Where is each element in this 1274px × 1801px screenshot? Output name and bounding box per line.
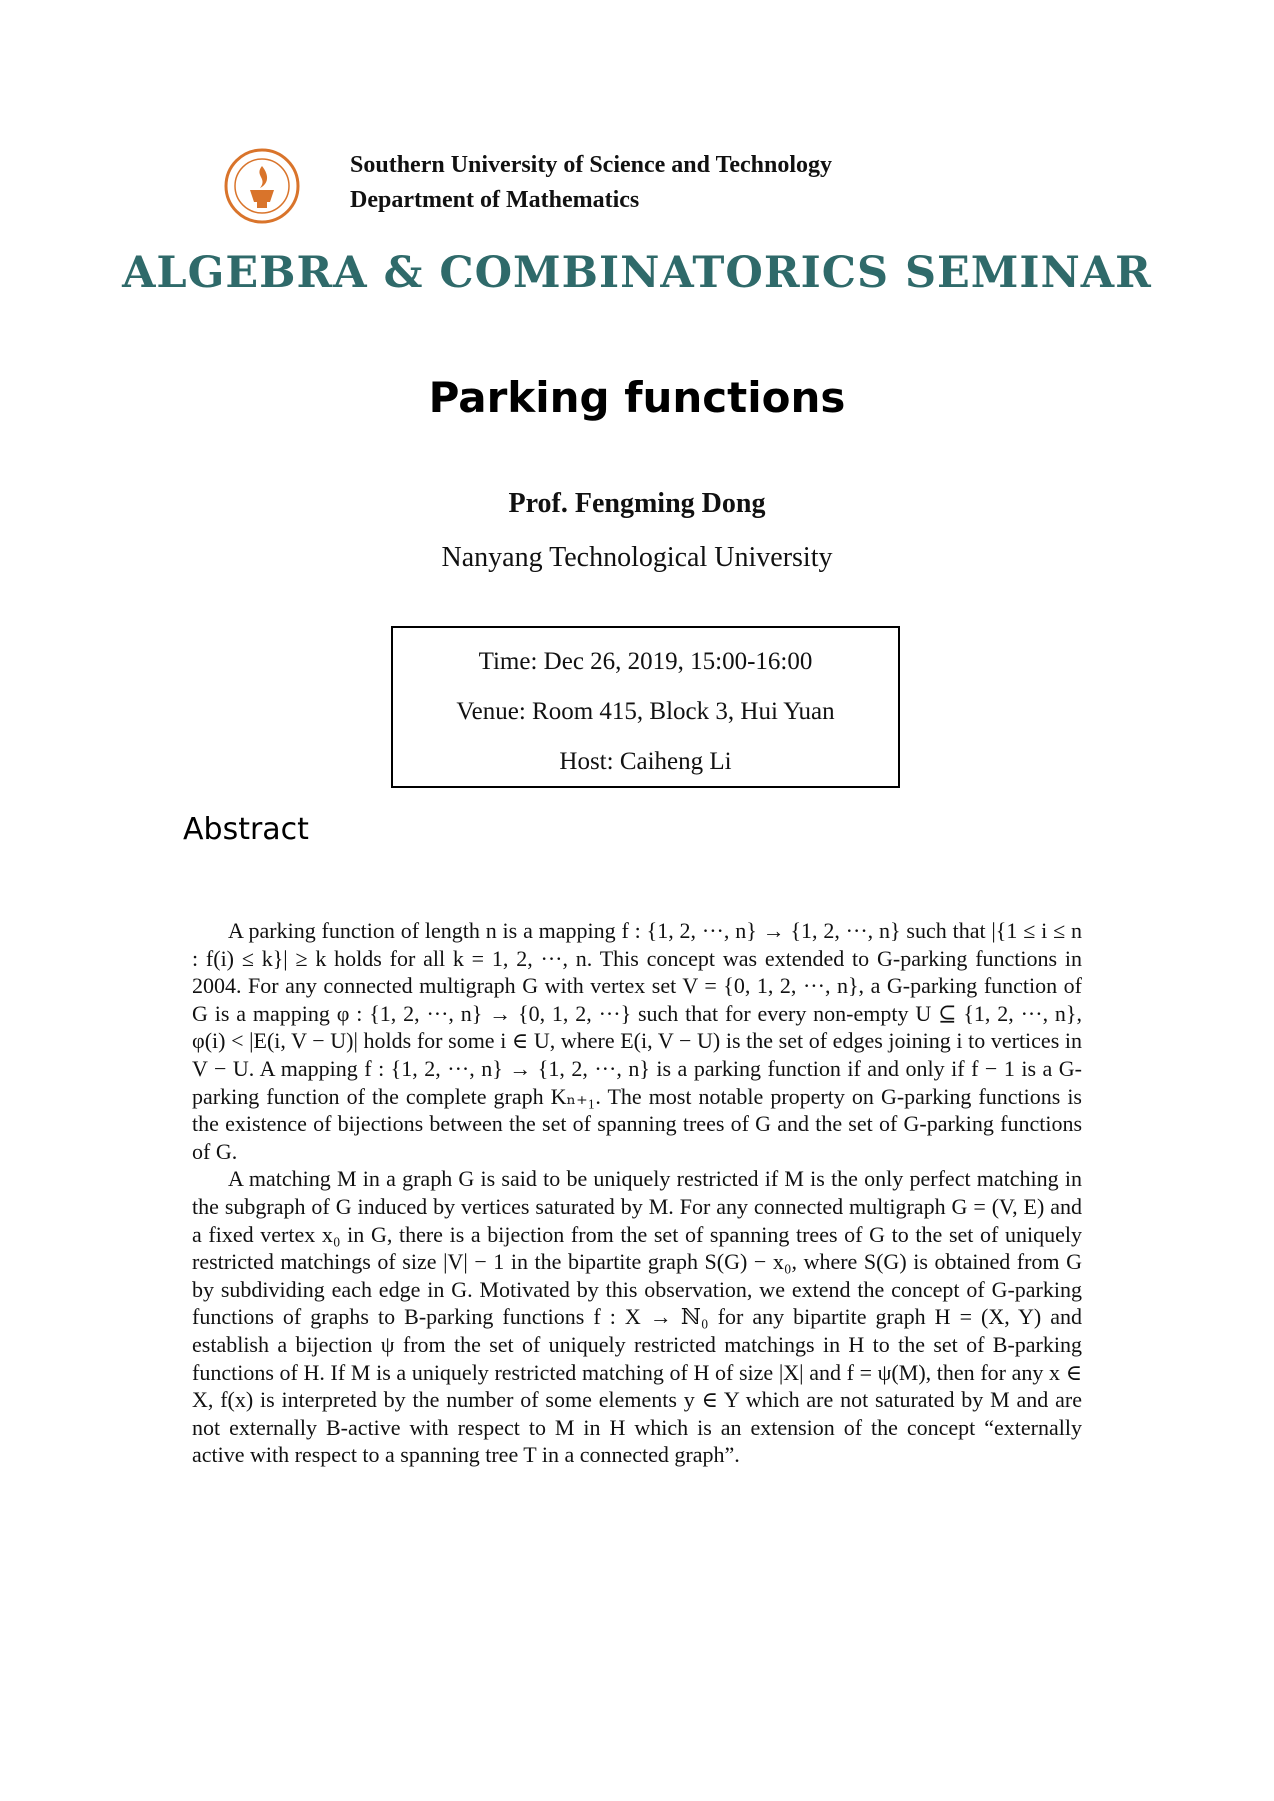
university-name: Southern University of Science and Technology (350, 152, 833, 178)
department-name: Department of Mathematics (350, 187, 640, 213)
abstract-paragraph-2: A matching M in a graph G is said to be uniquely restricted if M is the only perfect matching in the subgraph of G induced by vertices saturated by M. For any connected multigraph G = (V, E) and a fixed vertex x₀ in G, there is a bijection from the set of spanning trees of G to the set of uniquely restricted matchings of size |V| − 1 in the bipartite graph S(G) − x₀, where S(G) is obtained from G by subdividing each edge in G. Motivated by this observation, we extend the concept of G-parking functions of graphs to B-parking functions f : X → ℕ₀ for any bipartite graph H = (X, Y) and establish a bijection ψ from the set of uniquely restricted matchings in H to the set of B-parking functions of H. If M is a uniquely restricted matching of H of size |X| and f = ψ(M), then for any x ∈ X, f(x) is interpreted by the number of some elements y ∈ Y which are not saturated by M and are not externally B-active with respect to M in H which is an extension of the concept “externally active with respect to a spanning tree T in a connected graph”. (192, 1166, 1082, 1468)
info-box (391, 626, 900, 788)
host-line: Host: Caiheng Li (559, 748, 732, 775)
speaker-affiliation: Nanyang Technological University (441, 542, 833, 573)
institution-block (350, 148, 832, 218)
abstract-body (192, 917, 1082, 1469)
seminar-banner: ALGEBRA & COMBINATORICS SEMINAR (122, 248, 1152, 298)
abstract-heading: Abstract (183, 812, 309, 847)
talk-title: Parking functions (428, 373, 846, 422)
time-line: Time: Dec 26, 2019, 15:00-16:00 (478, 648, 813, 675)
venue-line: Venue: Room 415, Block 3, Hui Yuan (456, 698, 835, 725)
speaker-name: Prof. Fengming Dong (508, 488, 766, 519)
university-logo (224, 148, 300, 224)
abstract-paragraph-1: A parking function of length n is a mapping f : {1, 2, ···, n} → {1, 2, ···, n} such that |{1 ≤ i ≤ n : f(i) ≤ k}| ≥ k holds for all k = 1, 2, ···, n. This concept was extended to G-parking functions in 2004. For any connected multigraph G with vertex set V = {0, 1, 2, ···, n}, a G-parking function of G is a mapping φ : {1, 2, ···, n} → {0, 1, 2, ···} such that for every non-empty U ⊆ {1, 2, ···, n}, φ(i) < |E(i, V − U)| holds for some i ∈ U, where E(i, V − U) is the set of edges joining i to vertices in V − U. A mapping f : {1, 2, ···, n} → {1, 2, ···, n} is a parking function if and only if f − 1 is a G-parking function of the complete graph Kₙ₊₁. The most notable property on G-parking functions is the existence of bijections between the set of spanning trees of G and the set of G-parking functions of G. (192, 918, 1082, 1164)
